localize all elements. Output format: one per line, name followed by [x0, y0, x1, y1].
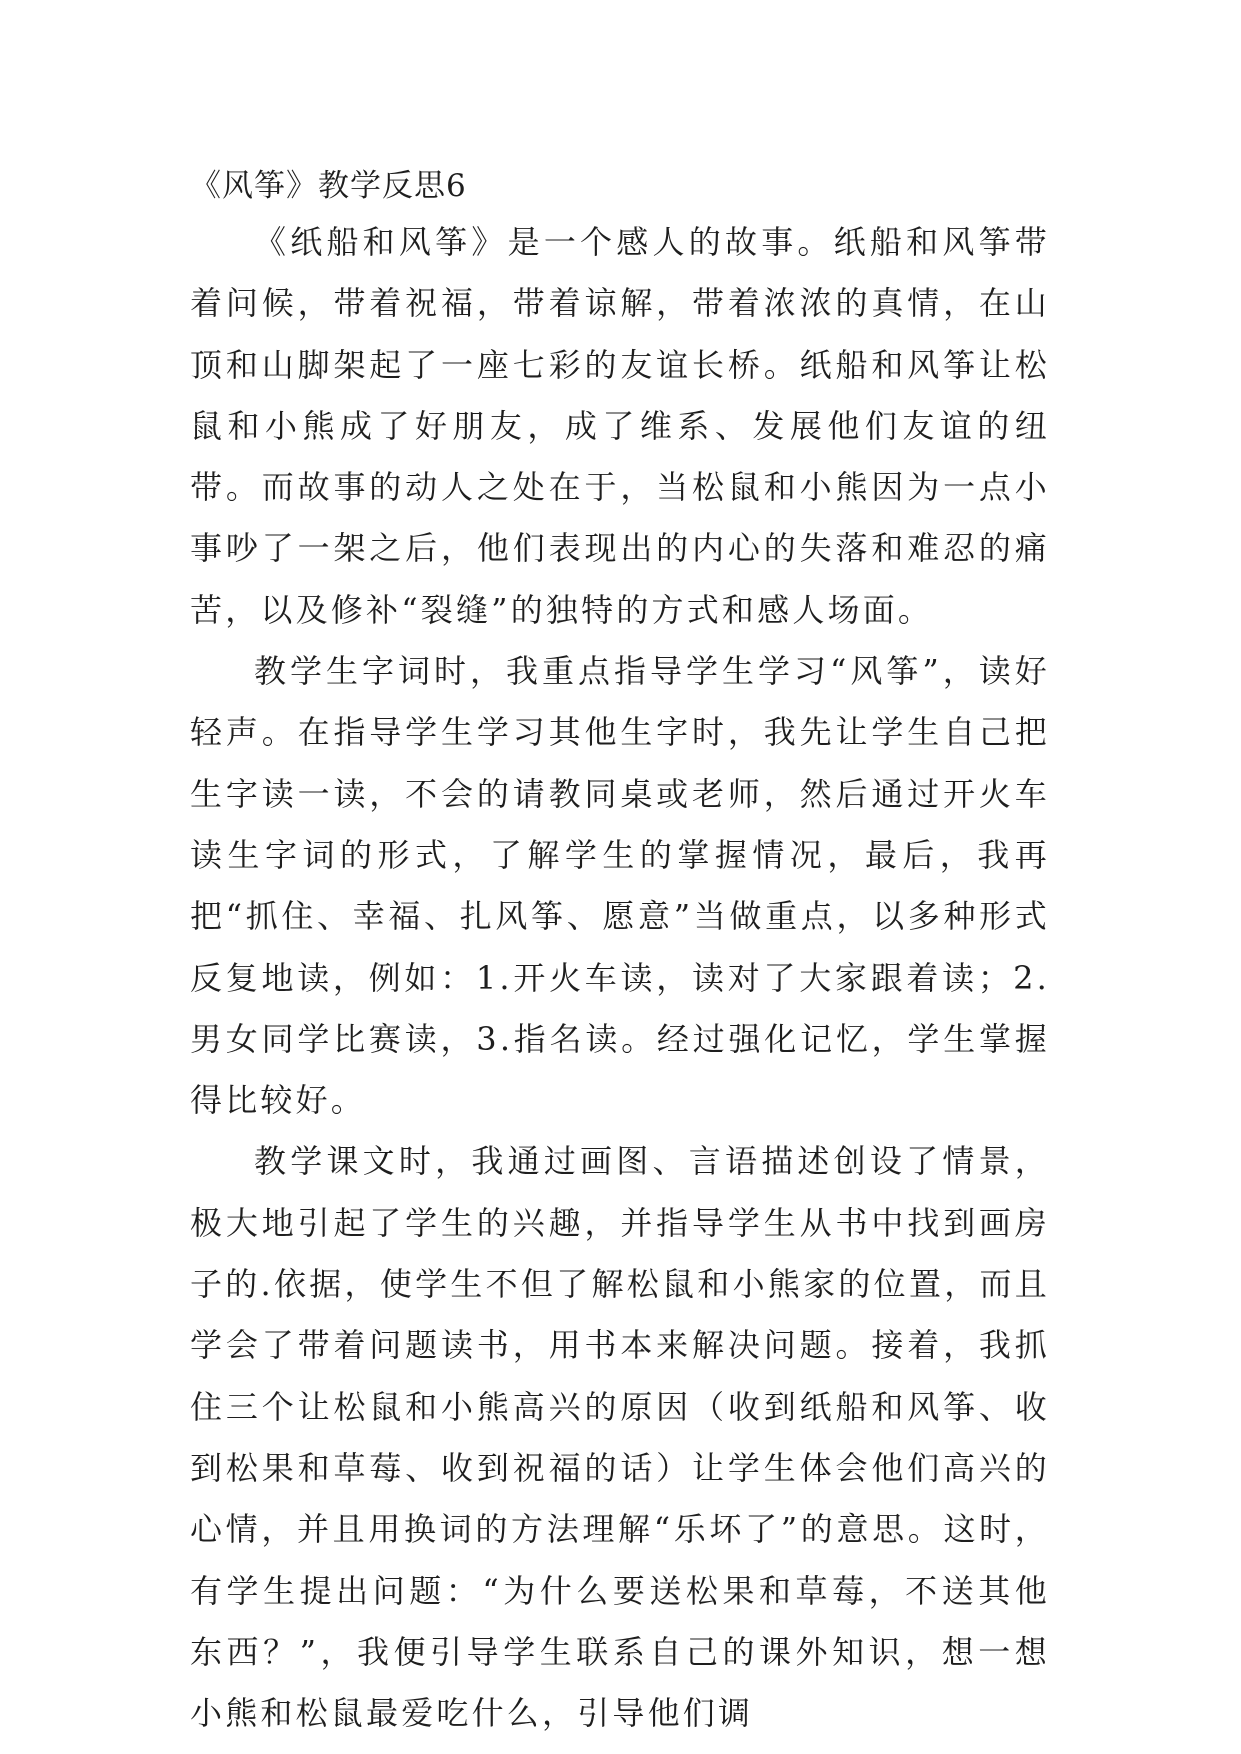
- paragraph-text-teaching: 教学课文时，我通过画图、言语描述创设了情景，极大地引起了学生的兴趣，并指导学生从书中找到画房子的.依据，使学生不但了解松鼠和小熊家的位置，而且学会了带着问题读书，用书本来解决问题。接着，我抓住三个让松鼠和小熊高兴的原因（收到纸船和风筝、收到松果和草莓、收到祝福的话）让学生体会他们高兴的心情，并且用换词的方法理解“乐坏了”的意思。这时，有学生提出问题：“为什么要送松果和草莓，不送其他东西？”，我便引导学生联系自己的课外知识，想一想小熊和松鼠最爱吃什么，引导他们调: [190, 1142, 1050, 1733]
- document-title: 《风筝》教学反思6: [190, 168, 467, 204]
- paragraph-vocabulary-teaching: 教学生字词时，我重点指导学生学习“风筝”，读好轻声。在指导学生学习其他生字时，我先让学生自己把生字读一读，不会的请教同桌或老师，然后通过开火车读生字词的形式，了解学生的掌握情况，最后，我再把“抓住、幸福、扎风筝、愿意”当做重点，以多种形式反复地读，例如：1.开火车读，读对了大家跟着读；2.男女同学比赛读，3.指名读。经过强化记忆，学生掌握得比较好。: [190, 652, 1050, 1120]
- document-body: [190, 160, 1050, 1744]
- paragraph-intro: 《纸船和风筝》是一个感人的故事。纸船和风筝带着问候，带着祝福，带着谅解，带着浓浓的真情，在山顶和山脚架起了一座七彩的友谊长桥。纸船和风筝让松鼠和小熊成了好朋友，成了维系、发展他们友谊的纽带。而故事的动人之处在于，当松鼠和小熊因为一点小事吵了一架之后，他们表现出的内心的失落和难忍的痛苦，以及修补“裂缝”的独特的方式和感人场面。: [190, 223, 1050, 629]
